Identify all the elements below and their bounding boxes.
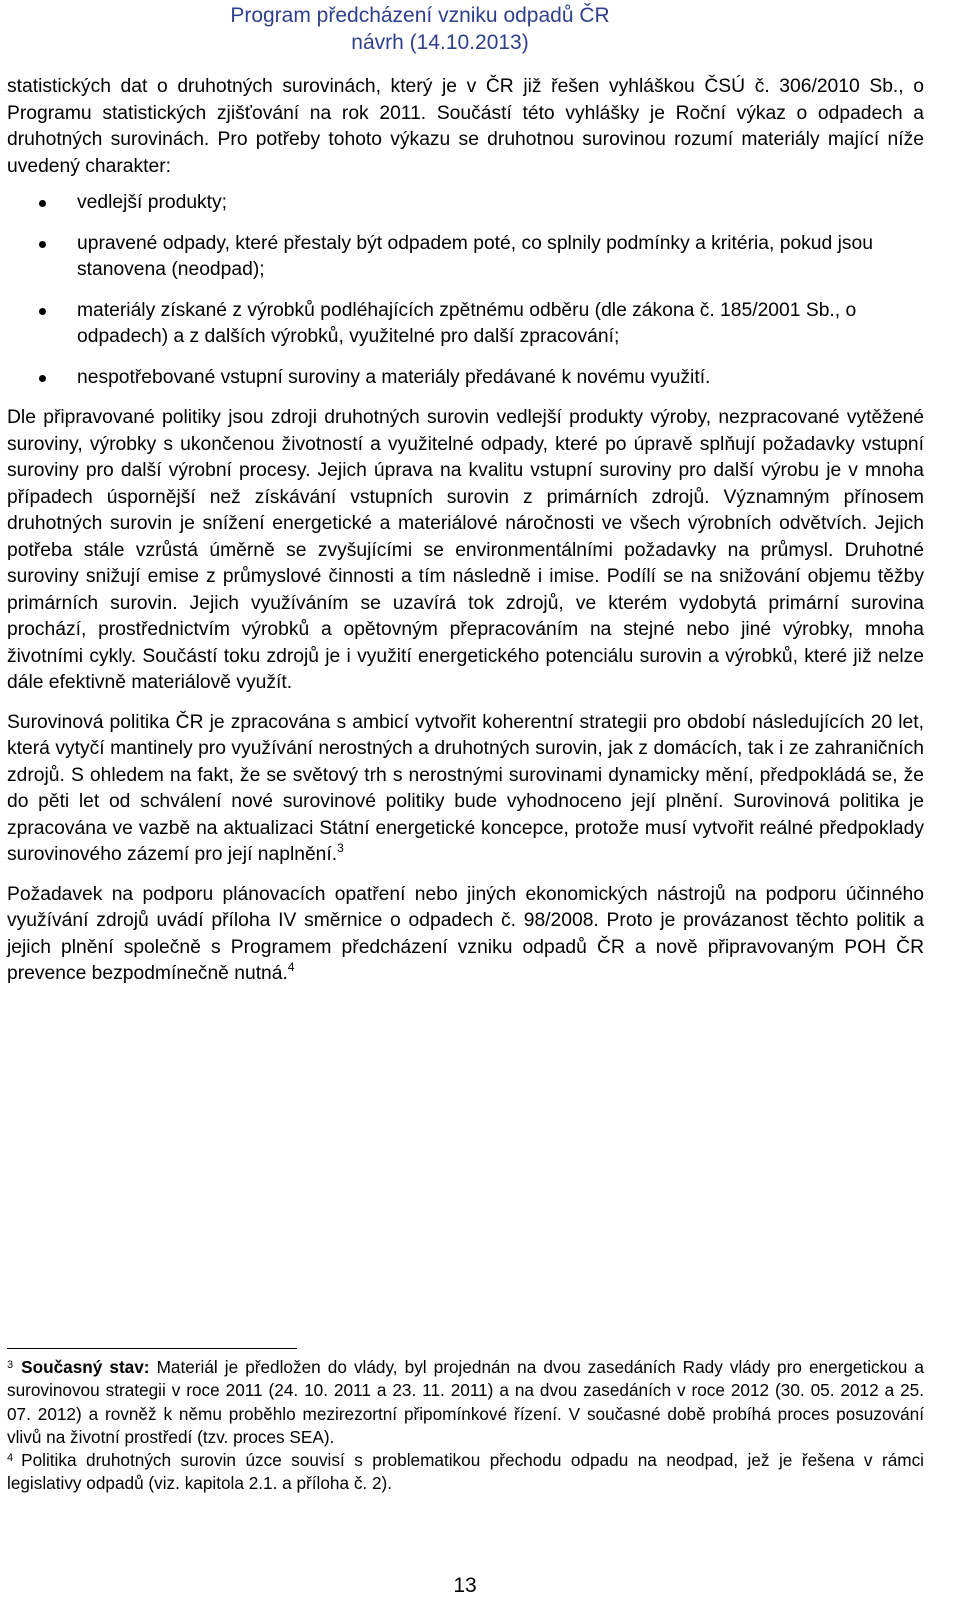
document-body	[7, 74, 924, 1001]
footnote-3	[7, 1356, 924, 1449]
paragraph-text: Surovinová politika ČR je zpracována s ambicí vytvořit koherentní strategii pro období následujících 20 let, která vytyčí mantinely pro využívání nerostných a druhotných surovin, jak z domácích, tak i ze zahraničních zdrojů. S ohledem na fakt, že se světový trh s nerostnými surovinami dynamicky mění, předpokládá se, že do pěti let od schválení nové surovinové politiky bude vyhodnoceno její plnění. Surovinová politika je zpracována ve vazbě na aktualizaci Státní energetické koncepce, protože musí vytvořit reálné předpoklady surovinového zázemí pro její naplnění.	[7, 711, 924, 865]
list-item-text: vedlejší produkty;	[77, 192, 228, 213]
footnote-ref[interactable]: 4	[287, 959, 295, 974]
footnote-number: 3	[7, 1359, 14, 1371]
footnote-bold-lead: Současný stav:	[21, 1357, 150, 1377]
list-item-text: materiály získané z výrobků podléhajících zpětnému odběru (dle zákona č. 185/2001 Sb., o odpadech) a z dalších výrobků, využitelné pro další zpracování;	[77, 299, 857, 347]
paragraph-raw-materials-policy	[7, 710, 924, 869]
bullet-icon	[39, 241, 46, 248]
footnote-number: 4	[7, 1452, 14, 1465]
list-item	[7, 231, 924, 284]
bullet-list	[7, 190, 924, 391]
list-item	[7, 298, 924, 351]
paragraph-text: Požadavek na podporu plánovacích opatření nebo jiných ekonomických nástrojů na podporu účinného využívání zdrojů uvádí příloha IV směrnice o odpadech č. 98/2008. Proto je provázanost těchto politik a jejich plnění společně s Programem předcházení vzniku odpadů ČR a nově připravovaným POH ČR prevence bezpodmínečně nutná.	[7, 883, 924, 984]
footnote-4	[7, 1449, 924, 1496]
running-header	[170, 2, 670, 56]
bullet-icon	[39, 375, 46, 382]
intro-paragraph: statistických dat o druhotných surovinách, který je v ČR již řešen vyhláškou ČSÚ č. 306/2010 Sb., o Programu statistických zjišťování na rok 2011. Součástí této vyhlášky je Roční výkaz o odpadech a druhotných surovinách. Pro potřeby tohoto výkazu se druhotnou surovinou rozumí materiály mající níže uvedený charakter:	[7, 76, 924, 177]
header-subtitle: návrh (14.10.2013)	[351, 31, 529, 54]
list-item	[7, 365, 924, 392]
list-item	[7, 190, 924, 217]
list-item-text: upravené odpady, které přestaly být odpadem poté, co splnily podmínky a kritéria, pokud jsou stanovena (neodpad);	[77, 232, 873, 280]
footnote-text: Materiál je předložen do vlády, byl projednán na dvou zasedáních Rady vlády pro energetickou a surovinovou strategii v roce 2011 (24. 10. 2011 a 23. 11. 2011) a na dvou zasedáních v roce 2012 (30. 05. 2012 a 25. 07. 2012) a rovněž k němu proběhlo mezirezortní připomínkové řízení. V současné době probíhá proces posuzování vlivů na životní prostředí (tzv. proces SEA).	[7, 1357, 924, 1447]
list-item-text: nespotřebované vstupní suroviny a materiály předávané k novému využití.	[77, 366, 711, 388]
bullet-icon	[39, 308, 46, 315]
header-title: Program předcházení vzniku odpadů ČR	[230, 4, 610, 27]
footnotes	[7, 1356, 924, 1496]
footnote-separator	[7, 1348, 297, 1349]
paragraph-planning-measures	[7, 882, 924, 988]
footnote-ref[interactable]: 3	[337, 840, 344, 855]
bullet-icon	[39, 200, 46, 207]
paragraph-secondary-raw-materials: Dle připravované politiky jsou zdroji druhotných surovin vedlejší produkty výroby, nezpracované vytěžené suroviny, výrobky s ukončenou životností a využitelné odpady, které po úpravě splňují požadavky vstupní suroviny pro další výrobní procesy. Jejich úprava na kvalitu vstupní suroviny pro další výrobu je v mnoha případech úspornější než získávání vstupních surovin z primárních zdrojů. Významným přínosem druhotných surovin je snížení energetické a materiálové náročnosti ve všech výrobních odvětvích. Jejich potřeba stále vzrůstá úměrně se zvyšujícími se environmentálními požadavky na průmysl. Druhotné suroviny snižují emise z průmyslové činnosti a tím následně i imise. Podílí se na snižování objemu těžby primárních surovin. Jejich využíváním se uzavírá tok zdrojů, ve kterém vydobytá primární surovina prochází, prostřednictvím výrobků a opětovným přepracováním na stejné nebo jiné výrobky, mnoha životními cykly. Součástí toku zdrojů je i využití energetického potenciálu surovin a výrobků, které již nelze dále efektivně materiálově využít.	[7, 407, 924, 693]
page-number: 13	[453, 1574, 477, 1597]
footnote-text: Politika druhotných surovin úzce souvisí s problematikou přechodu odpadu na neodpad, jež je řešena v rámci legislativy odpadů (viz. kapitola 2.1. a příloha č. 2).	[7, 1450, 924, 1494]
